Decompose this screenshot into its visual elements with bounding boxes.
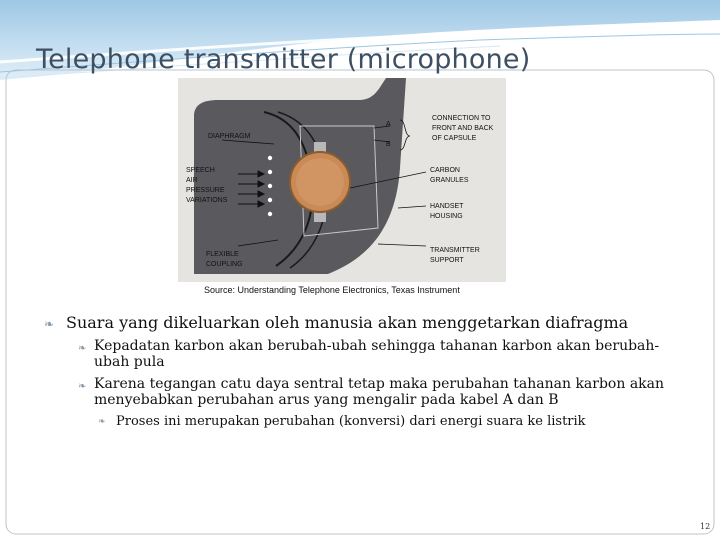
- svg-text:SPEECH: SPEECH: [186, 167, 215, 174]
- svg-text:A: A: [386, 121, 391, 128]
- svg-text:HANDSET: HANDSET: [430, 203, 464, 210]
- svg-text:GRANULES: GRANULES: [430, 177, 469, 184]
- microphone-diagram: [178, 78, 506, 282]
- scroll-bullet-icon: ❧: [98, 417, 106, 427]
- svg-text:SUPPORT: SUPPORT: [430, 257, 464, 264]
- svg-text:B: B: [386, 141, 391, 148]
- svg-text:CONNECTION TO: CONNECTION TO: [432, 115, 491, 122]
- bullet-level2-a: ❧ Kepadatan karbon akan berubah-ubah sehingga tahanan karbon akan berubah-ubah pula: [78, 338, 660, 370]
- svg-text:PRESSURE: PRESSURE: [186, 187, 225, 194]
- page-number: 12: [700, 522, 711, 531]
- svg-text:VARIATIONS: VARIATIONS: [186, 197, 228, 204]
- scroll-bullet-icon: ❧: [78, 343, 87, 354]
- scroll-bullet-icon: ❧: [78, 381, 87, 392]
- svg-text:COUPLING: COUPLING: [206, 261, 243, 268]
- label-diaphragm: DIAPHRAGM: [208, 133, 251, 140]
- svg-text:CARBON: CARBON: [430, 167, 460, 174]
- figure-source: Source: Understanding Telephone Electronics, Texas Instrument: [204, 285, 460, 295]
- svg-text:OF CAPSULE: OF CAPSULE: [432, 135, 477, 142]
- svg-text:FLEXIBLE: FLEXIBLE: [206, 251, 239, 258]
- scroll-bullet-icon: ❧: [44, 317, 55, 331]
- svg-text:TRANSMITTER: TRANSMITTER: [430, 247, 480, 254]
- svg-text:FRONT AND BACK: FRONT AND BACK: [432, 125, 494, 132]
- bullet-level2-b: ❧ Karena tegangan catu daya sentral tetap maka perubahan tahanan karbon akan menyebabkan perubahan arus yang mengalir pada kabel A dan B: [78, 376, 665, 408]
- svg-text:AIR: AIR: [186, 177, 198, 184]
- svg-text:HOUSING: HOUSING: [430, 213, 463, 220]
- slide-title: Telephone transmitter (microphone): [36, 44, 531, 75]
